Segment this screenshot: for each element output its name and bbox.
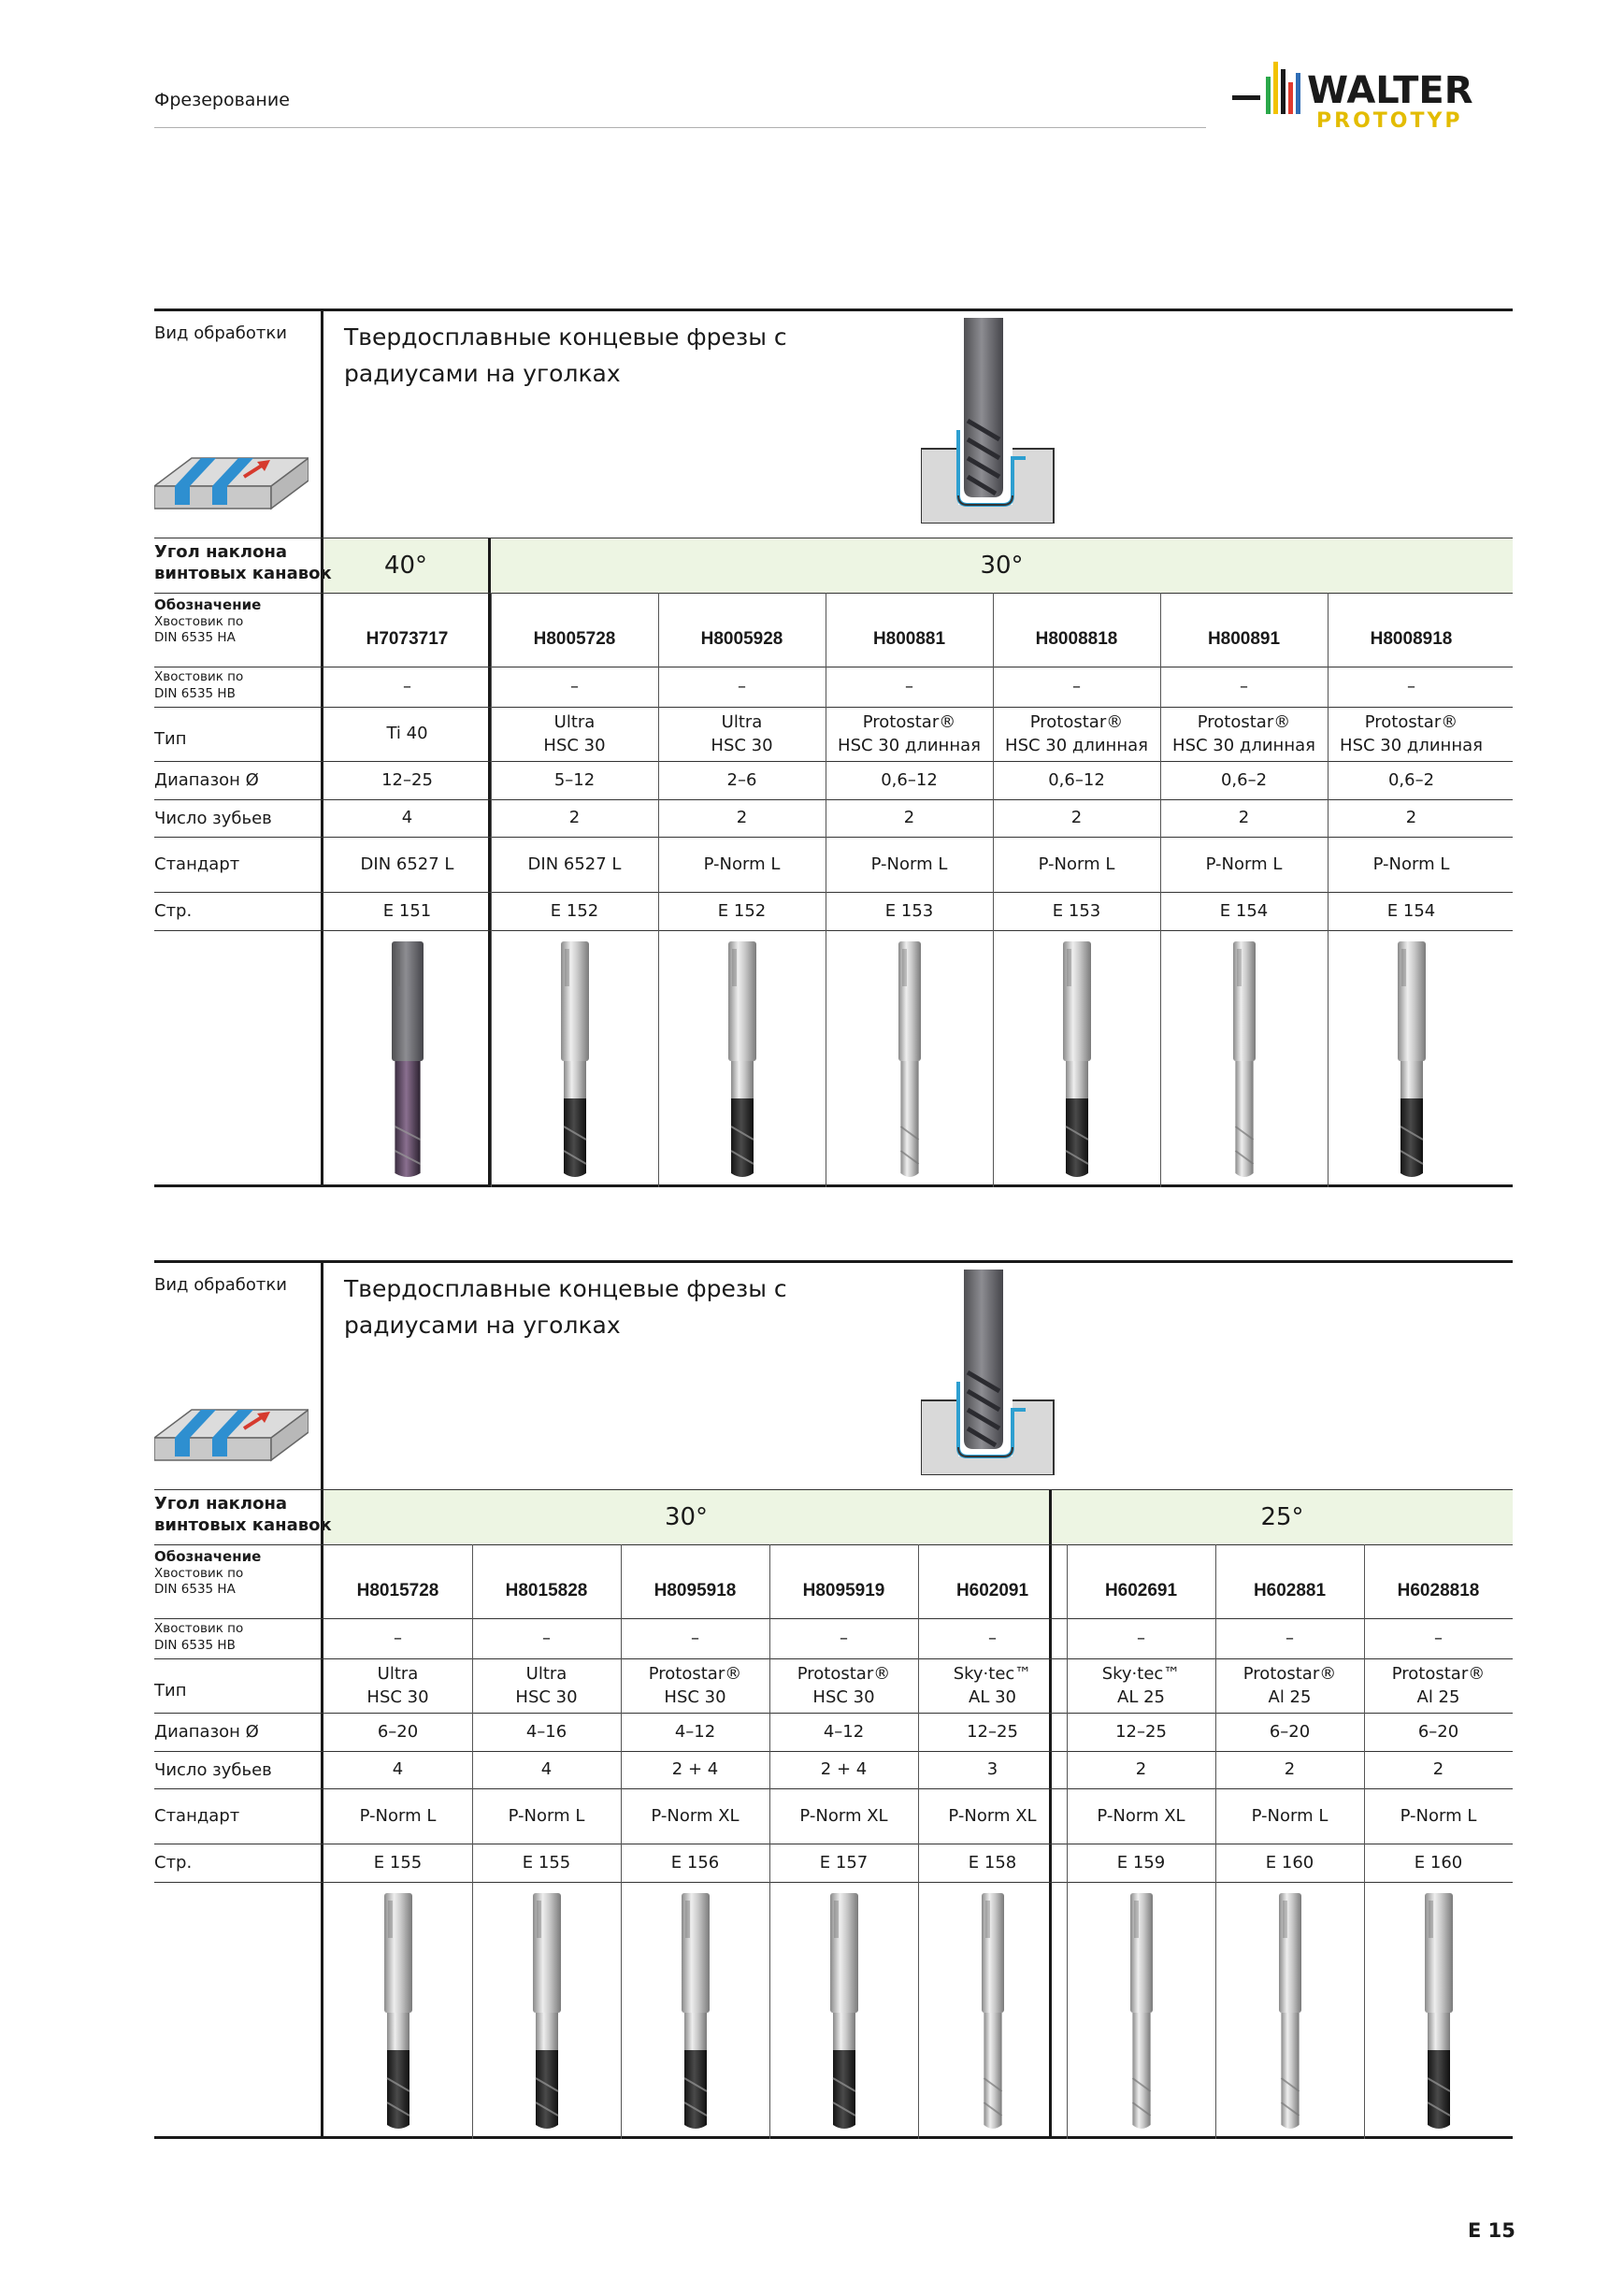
tool-type-line: Protostar® (1197, 711, 1291, 732)
tool-standard-cell: P-Norm L (1372, 854, 1450, 874)
tool-teeth-cell: 2 + 4 (671, 1759, 719, 1780)
tool-range-cell: 4–12 (674, 1721, 716, 1742)
tool-type-line: HSC 30 (812, 1687, 875, 1707)
tool-standard-cell: DIN 6527 L (527, 854, 622, 874)
designation-title: Обозначение (154, 1548, 262, 1565)
tool-type-line: HSC 30 (543, 736, 606, 755)
tool-type-line: HSC 30 длинная (1172, 736, 1315, 755)
helix-angle-group: 30° (980, 551, 1024, 580)
tool-type-line: HSC 30 (515, 1687, 578, 1707)
helix-angle-group: 25° (1260, 1502, 1304, 1531)
tool-type-cell (826, 707, 993, 761)
shank-ha-label: Хвостовик по DIN 6535 HA (154, 1565, 244, 1598)
end-mill-photo (1262, 1891, 1318, 2134)
tool-teeth-cell: 4 (392, 1759, 404, 1780)
tool-range-cell: 2–6 (726, 769, 757, 790)
designation-title: Обозначение (154, 596, 262, 613)
tool-page-cell: E 153 (1052, 900, 1101, 921)
tool-page-cell: E 155 (522, 1852, 571, 1873)
tool-standard-cell: P-Norm XL (1097, 1805, 1185, 1826)
shank-ha-label: Хвостовик по DIN 6535 HA (154, 613, 244, 646)
tool-type-line: Protostar® (797, 1663, 891, 1684)
tool-type-cell (1215, 1658, 1364, 1713)
tool-standard-cell: P-Norm XL (948, 1805, 1037, 1826)
shank-hb-label: Хвостовик по DIN 6535 HB (154, 669, 244, 701)
helix-label (154, 1494, 332, 1536)
tool-standard-cell: P-Norm XL (799, 1805, 888, 1826)
tool-range-cell: 0,6–12 (1048, 769, 1105, 790)
tool-page-cell: E 155 (373, 1852, 423, 1873)
end-mill-photo (547, 940, 603, 1183)
tool-type-line: HSC 30 (366, 1687, 429, 1707)
tool-hb-cell: – (403, 676, 411, 696)
tool-hb-cell: – (1072, 676, 1081, 696)
range-label: Диапазон Ø (154, 1722, 259, 1742)
tool-standard-cell: P-Norm L (1038, 854, 1115, 874)
tool-standard-cell: P-Norm L (1400, 1805, 1477, 1826)
tool-type-cell (658, 707, 826, 761)
tool-type-line: Ultra (721, 711, 763, 732)
tool-type-line: Protostar® (1029, 711, 1124, 732)
helix-angle-group: 30° (664, 1502, 709, 1531)
tool-hb-cell: – (1137, 1628, 1145, 1648)
tool-hb-cell: – (1285, 1628, 1294, 1648)
tool-code-cell: H602691 (1104, 1581, 1178, 1601)
tool-page-cell: E 159 (1116, 1852, 1166, 1873)
tool-page-cell: E 152 (550, 900, 599, 921)
teeth-label: Число зубьев (154, 809, 272, 828)
designation-label (154, 596, 261, 647)
tool-code-cell: H8008918 (1370, 629, 1453, 650)
tool-code-cell: H8095918 (654, 1581, 737, 1601)
tool-type-cell (621, 1658, 769, 1713)
tool-teeth-cell: 2 + 4 (820, 1759, 868, 1780)
tool-type-line: AL 30 (969, 1687, 1016, 1707)
standard-label: Стандарт (154, 854, 240, 874)
tool-page-cell: E 153 (884, 900, 934, 921)
tool-type-cell (1364, 1658, 1513, 1713)
end-mill-photo (380, 940, 436, 1183)
tool-hb-cell: – (1407, 676, 1415, 696)
tool-teeth-cell: 4 (540, 1759, 553, 1780)
tool-code-cell: H602881 (1253, 1581, 1327, 1601)
tool-standard-cell: P-Norm L (1205, 854, 1283, 874)
end-mill-photo (1216, 940, 1272, 1183)
standard-label: Стандарт (154, 1806, 240, 1826)
end-mill-photo (882, 940, 938, 1183)
tool-page-cell: E 154 (1386, 900, 1436, 921)
helix-label-line1: Угол наклона (154, 1494, 288, 1514)
tool-standard-cell: P-Norm L (508, 1805, 585, 1826)
tool-range-cell: 12–25 (381, 769, 433, 790)
tool-teeth-cell: 2 (736, 808, 748, 828)
tool-teeth-cell: 2 (1432, 1759, 1444, 1780)
tool-type-line: AL 25 (1117, 1687, 1165, 1707)
tool-code-cell: H7073717 (366, 629, 449, 650)
tool-hb-cell: – (905, 676, 913, 696)
tool-standard-cell: DIN 6527 L (360, 854, 454, 874)
tool-hb-cell: – (542, 1628, 551, 1648)
helix-label-line2: винтовых канавок (154, 1514, 332, 1535)
tool-standard-cell: P-Norm L (870, 854, 948, 874)
helix-label-line2: винтовых канавок (154, 563, 332, 583)
tool-code-cell: H6028818 (1397, 1581, 1480, 1601)
end-mill-photo (1411, 1891, 1467, 2134)
tool-type-line: HSC 30 длинная (1005, 736, 1148, 755)
designation-label (154, 1548, 261, 1599)
tool-table-2 (154, 1260, 1513, 2139)
tool-type-line: Ti 40 (386, 724, 428, 744)
tool-hb-cell: – (1434, 1628, 1443, 1648)
tool-standard-cell: P-Norm L (703, 854, 781, 874)
tool-type-cell (993, 707, 1160, 761)
corner-radius-milling-illustration (921, 318, 1061, 524)
tool-hb-cell: – (570, 676, 579, 696)
tool-type-line: HSC 30 (711, 736, 773, 755)
tool-type-line: Protostar® (1391, 1663, 1486, 1684)
tool-type-line: Ultra (377, 1663, 419, 1684)
tool-teeth-cell: 4 (401, 808, 413, 828)
slot-milling-icon (154, 1400, 309, 1464)
tool-code-cell: H8005728 (533, 629, 616, 650)
end-mill-photo (714, 940, 770, 1183)
end-mill-photo (1049, 940, 1105, 1183)
tool-code-cell: H8015828 (505, 1581, 588, 1601)
tool-hb-cell: – (691, 1628, 699, 1648)
tool-type-cell (1067, 1658, 1215, 1713)
tool-range-cell: 6–20 (1417, 1721, 1459, 1742)
slot-milling-icon (154, 449, 309, 512)
tool-code-cell: H800891 (1207, 629, 1281, 650)
tool-type-line: Protostar® (648, 1663, 742, 1684)
tool-type-line: HSC 30 длинная (838, 736, 981, 755)
tool-page-cell: E 160 (1265, 1852, 1314, 1873)
tool-code-cell: H8015728 (356, 1581, 439, 1601)
tool-code-cell: H8095919 (802, 1581, 885, 1601)
tool-type-cell (472, 1658, 621, 1713)
teeth-label: Число зубьев (154, 1760, 272, 1780)
tool-teeth-cell: 2 (1284, 1759, 1296, 1780)
tool-page-cell: E 157 (819, 1852, 869, 1873)
tool-type-line: Sky·tec™ (1101, 1663, 1181, 1684)
end-mill-photo (1113, 1891, 1170, 2134)
end-mill-photo (965, 1891, 1021, 2134)
tool-range-cell: 6–20 (1269, 1721, 1311, 1742)
tool-type-cell (1160, 707, 1328, 761)
tool-range-cell: 0,6–12 (881, 769, 938, 790)
tool-range-cell: 4–16 (525, 1721, 567, 1742)
tool-code-cell: H800881 (872, 629, 946, 650)
tool-code-cell: H8005928 (700, 629, 783, 650)
tool-teeth-cell: 2 (1135, 1759, 1147, 1780)
tool-code-cell: H602091 (955, 1581, 1029, 1601)
tool-hb-cell: – (840, 1628, 848, 1648)
table-title: Твердосплавные концевые фрезы с радиусами на уголках (344, 1275, 787, 1339)
helix-label-line1: Угол наклона (154, 542, 288, 562)
tool-page-cell: E 151 (382, 900, 432, 921)
tool-standard-cell: P-Norm XL (651, 1805, 740, 1826)
tool-range-cell: 12–25 (1115, 1721, 1167, 1742)
tool-type-line: Al 25 (1416, 1687, 1460, 1707)
tool-hb-cell: – (738, 676, 746, 696)
end-mill-photo (1384, 940, 1440, 1183)
tool-page-cell: E 160 (1414, 1852, 1463, 1873)
tool-teeth-cell: 2 (903, 808, 915, 828)
end-mill-photo (668, 1891, 724, 2134)
helix-label (154, 542, 332, 584)
corner-radius-milling-illustration (921, 1270, 1061, 1475)
tool-teeth-cell: 2 (568, 808, 581, 828)
header-divider (154, 127, 1206, 128)
type-label: Тип (154, 1681, 187, 1700)
range-label: Диапазон Ø (154, 770, 259, 790)
tool-page-cell: E 156 (670, 1852, 720, 1873)
tool-range-cell: 5–12 (553, 769, 596, 790)
tool-type-line: Protostar® (1364, 711, 1458, 732)
tool-table-1 (154, 309, 1513, 1187)
tool-type-line: HSC 30 (664, 1687, 726, 1707)
tool-type-line: Protostar® (862, 711, 956, 732)
tool-range-cell: 0,6–2 (1387, 769, 1435, 790)
end-mill-photo (816, 1891, 872, 2134)
tool-hb-cell: – (394, 1628, 402, 1648)
tool-range-cell: 6–20 (377, 1721, 419, 1742)
tool-type-cell (491, 707, 658, 761)
tool-type-cell (918, 1658, 1067, 1713)
tool-type-line: Sky·tec™ (953, 1663, 1032, 1684)
shank-hb-label: Хвостовик по DIN 6535 HB (154, 1621, 244, 1653)
page-label: Стр. (154, 901, 193, 921)
tool-type-line: Ultra (553, 711, 596, 732)
tool-type-cell (1328, 707, 1495, 761)
machining-label: Вид обработки (154, 1275, 287, 1295)
tool-range-cell: 12–25 (967, 1721, 1018, 1742)
table-title: Твердосплавные концевые фрезы с радиусами на уголках (344, 323, 787, 387)
tool-teeth-cell: 3 (986, 1759, 998, 1780)
tool-type-line: Ultra (525, 1663, 567, 1684)
walter-logo (1232, 58, 1513, 133)
helix-angle-group: 40° (383, 551, 428, 580)
tool-type-line: HSC 30 длинная (1340, 736, 1483, 755)
tool-code-cell: H8008818 (1035, 629, 1118, 650)
type-label: Тип (154, 729, 187, 749)
tool-hb-cell: – (988, 1628, 997, 1648)
tool-type-cell (769, 1658, 918, 1713)
tool-type-line: Al 25 (1268, 1687, 1312, 1707)
section-label: Фрезерование (154, 90, 290, 110)
tool-type-cell (323, 707, 491, 761)
page-label: Стр. (154, 1853, 193, 1873)
tool-page-cell: E 154 (1219, 900, 1269, 921)
page-number: E 15 (1468, 2219, 1515, 2242)
tool-teeth-cell: 2 (1070, 808, 1083, 828)
tool-page-cell: E 158 (968, 1852, 1017, 1873)
tool-range-cell: 4–12 (823, 1721, 865, 1742)
logo-sub-text: PROTOTYP (1316, 109, 1463, 133)
tool-page-cell: E 152 (717, 900, 767, 921)
logo-brand-text: WALTER (1307, 69, 1473, 112)
tool-hb-cell: – (1240, 676, 1248, 696)
tool-range-cell: 0,6–2 (1220, 769, 1268, 790)
tool-type-cell (323, 1658, 472, 1713)
tool-teeth-cell: 2 (1405, 808, 1417, 828)
tool-standard-cell: P-Norm L (359, 1805, 437, 1826)
end-mill-photo (370, 1891, 426, 2134)
tool-teeth-cell: 2 (1238, 808, 1250, 828)
tool-type-line: Protostar® (1242, 1663, 1337, 1684)
tool-standard-cell: P-Norm L (1251, 1805, 1329, 1826)
machining-label: Вид обработки (154, 323, 287, 343)
end-mill-photo (519, 1891, 575, 2134)
